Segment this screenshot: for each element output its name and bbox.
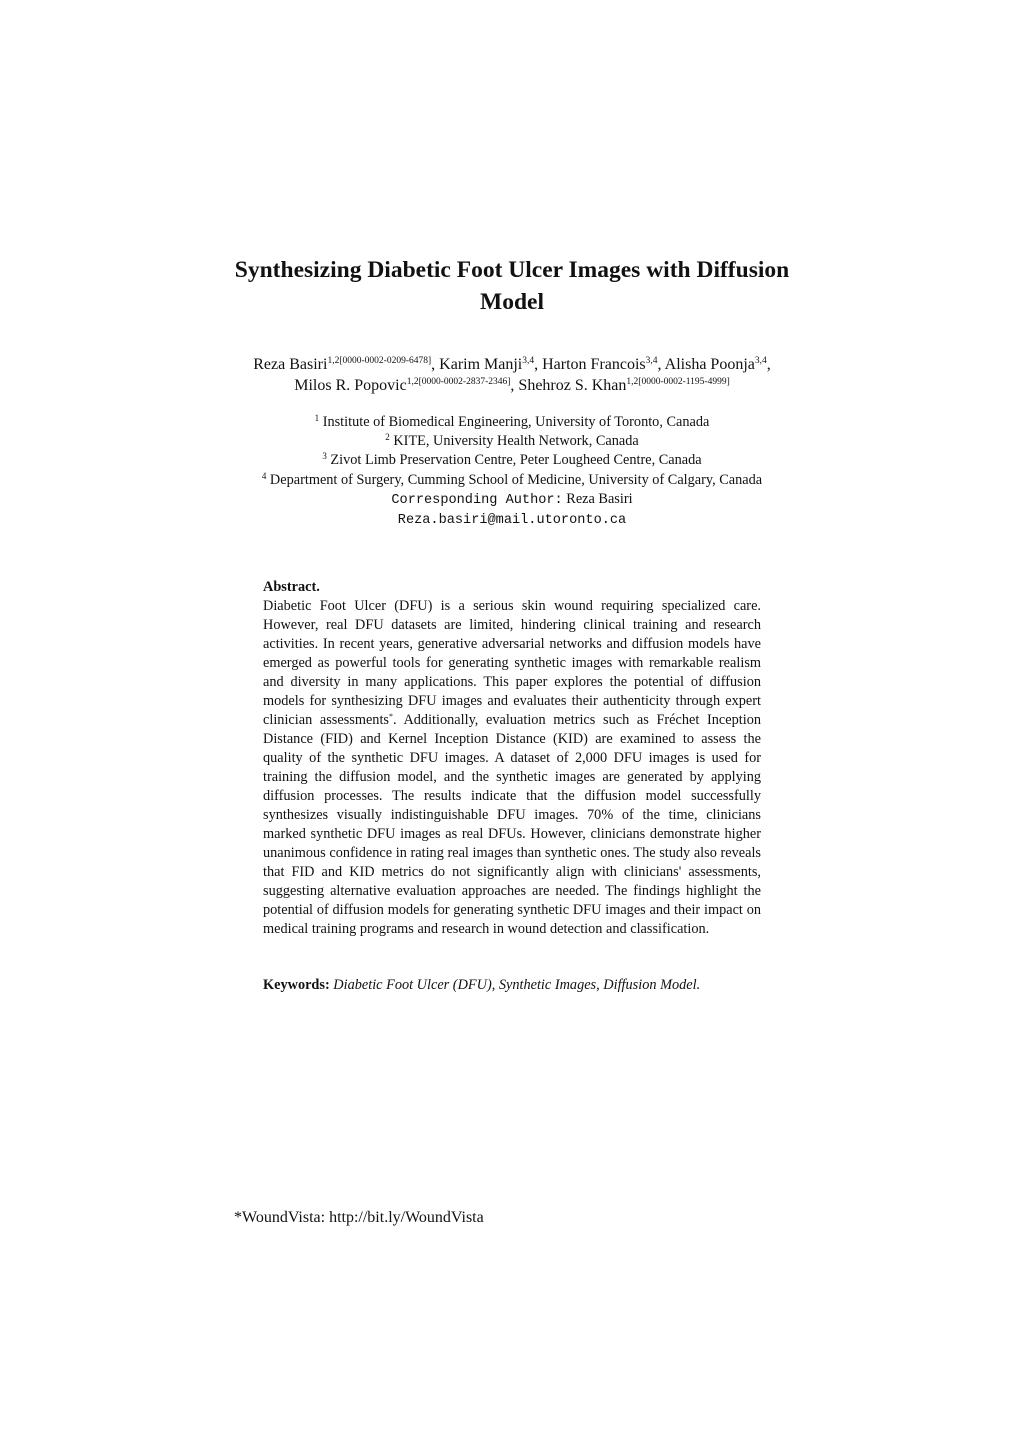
keywords-section <box>263 976 761 995</box>
affiliation-text: Department of Surgery, Cumming School of Medicine, University of Calgary, Canada <box>269 471 763 488</box>
affiliation-number: 2 <box>385 432 390 443</box>
abstract-text: . Additionally, evaluation metrics such as Fréchet Inception Distance (FID) and Kernel Inception Distance (KID) are examined to assess the quality of the synthetic DFU images. A dataset of 2,000 DFU images is used for training the diffusion model, and the synthetic images are generated by applying diffusion processes. The results indicate that the diffusion model successfully synthesizes visually indistinguishable DFU images. 70% of the time, clinicians marked synthetic DFU images as real DFUs. However, clinicians demonstrate higher unanimous confidence in rating real images than synthetic ones. The study also reveals that FID and KID metrics do not significantly align with clinicians' assessments, suggesting alternative evaluation approaches are needed. The findings highlight the potential of diffusion models for generating synthetic DFU images and their impact on medical training programs and research in wound detection and classification. <box>263 712 761 937</box>
footnote[interactable]: *WoundVista: http://bit.ly/WoundVista <box>234 1209 484 1226</box>
author-name: Shehroz S. Khan <box>518 377 627 394</box>
keywords-text: Diabetic Foot Ulcer (DFU), Synthetic Images, Diffusion Model. <box>333 977 701 993</box>
affiliation-number: 3 <box>322 451 327 462</box>
affiliation-text: Institute of Biomedical Engineering, University of Toronto, Canada <box>322 414 710 430</box>
author-name: Reza Basiri <box>253 356 328 373</box>
corresponding-email-line <box>190 510 834 530</box>
affiliation-list <box>190 413 834 530</box>
abstract-body <box>263 598 761 937</box>
author-name: Harton Francois <box>542 356 646 373</box>
affiliation-number: 4 <box>261 470 267 481</box>
abstract-section <box>263 578 761 939</box>
author-name: Milos R. Popovic <box>294 377 407 394</box>
author-affil-mark: 3,4 <box>522 356 535 366</box>
author-list <box>190 354 834 396</box>
corresponding-name: Reza Basiri <box>566 490 633 507</box>
author-line-2: Milos R. Popovic$^{1,2[0000-0002-2837-2346]}$, Shehroz S. Khan$^{1,2[0000-0002-1195-4999]}$ <box>294 377 730 394</box>
corresponding-author <box>190 490 834 510</box>
affiliation <box>190 451 834 470</box>
author-affil-mark: 1,2[0000-0002-2837-2346] <box>406 377 511 387</box>
paper-title: Synthesizing Diabetic Foot Ulcer Images with Diffusion Model <box>234 257 790 315</box>
affiliation-text: Zivot Limb Preservation Centre, Peter Lougheed Centre, Canada <box>330 452 702 469</box>
author-affil-mark: 3,4 <box>645 356 658 366</box>
affiliation <box>190 413 834 432</box>
abstract-text: Diabetic Foot Ulcer (DFU) is a serious skin wound requiring specialized care. However, real DFU datasets are limited, hindering clinical training and research activities. In recent years, generative adversarial networks and diffusion models have emerged as powerful tools for generating synthetic images with remarkable realism and diversity in many applications. This paper explores the potential of diffusion models for synthesizing DFU images and evaluates their authenticity through expert clinician assessments <box>263 598 761 728</box>
author-affil-mark: 1,2[0000-0002-0209-6478] <box>327 356 432 366</box>
author-name: Alisha Poonja <box>664 356 755 373</box>
affiliation-number: 1 <box>314 413 320 423</box>
corresponding-label: Corresponding Author: <box>391 492 563 508</box>
author-affil-mark: 3,4 <box>754 356 767 366</box>
author-line-1: Reza Basiri$^{1,2[0000-0002-0209-6478]}$, Karim Manji$^{3,4}$, Harton Francois$^{3,4}$, Alisha Poonja$^{3,4}$, <box>253 356 771 373</box>
keywords-label: Keywords: <box>263 977 330 993</box>
affiliation-text: KITE, University Health Network, Canada <box>393 433 639 450</box>
author-affil-mark: 1,2[0000-0002-1195-4999] <box>626 377 730 387</box>
affiliation <box>190 471 834 490</box>
affiliation <box>190 432 834 451</box>
abstract-heading: Abstract. <box>263 579 320 595</box>
corresponding-email[interactable]: Reza.basiri@mail.utoronto.ca <box>397 513 627 529</box>
footnote-mark[interactable]: * <box>389 712 393 721</box>
author-name: Karim Manji <box>439 356 523 373</box>
